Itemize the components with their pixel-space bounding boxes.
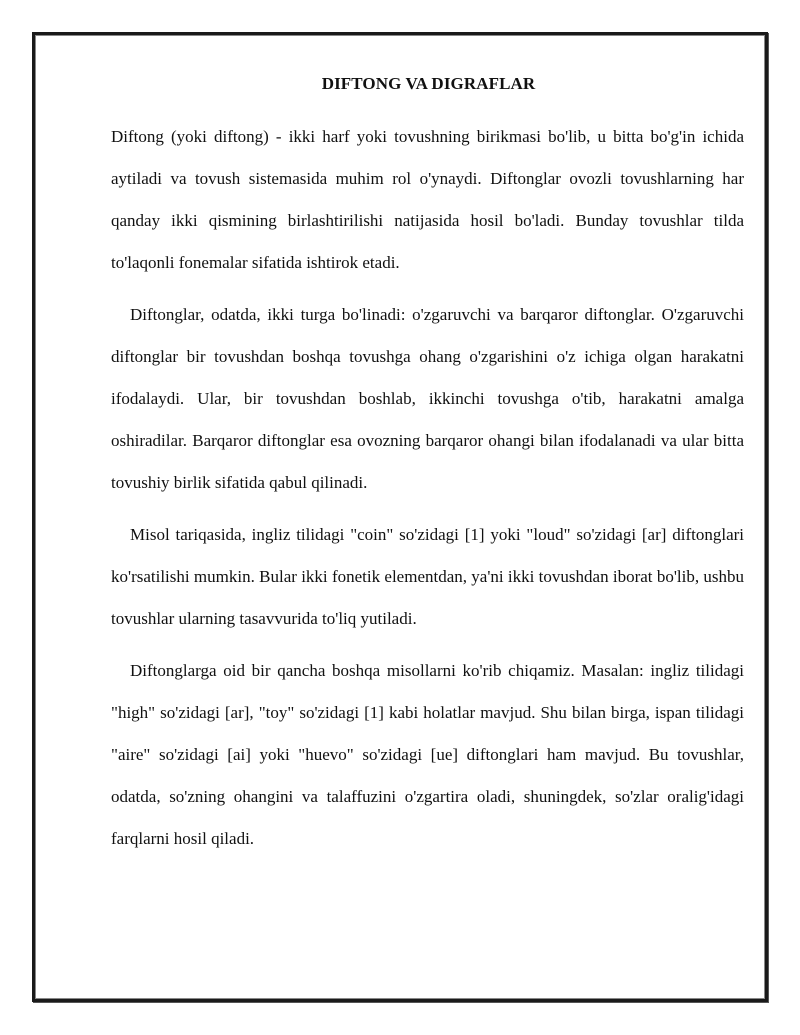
paragraph-1: Diftong (yoki diftong) - ikki harf yoki tovushning birikmasi bo'lib, u bitta bo'g'in ichida aytiladi va tovush sistemasida muhim rol o'ynaydi. Diftonglar ovozli tovushlarning har qanday ikki qismining birlashtirilishi natijasida hosil bo'ladi. Bunday tovushlar tilda to'laqonli fonemalar sifatida ishtirok etadi. (111, 127, 744, 272)
paragraph-2: Diftonglar, odatda, ikki turga bo'linadi: o'zgaruvchi va barqaror diftonglar. O'zgaruvchi diftonglar bir tovushdan boshqa tovushga ohang o'zgarishini o'z ichiga olgan harakatni ifodalaydi. Ular, bir tovushdan boshlab, ikkinchi tovushga o'tib, harakatni amalga oshiradilar. Barqaror diftonglar esa ovozning barqaror ohangi bilan ifodalanadi va ular bitta tovushiy birlik sifatida qabul qilinadi. (111, 305, 744, 492)
paragraph-4: Diftonglarga oid bir qancha boshqa misollarni ko'rib chiqamiz. Masalan: ingliz tilidagi "high" so'zidagi [ar], "toy" so'zidagi [1] kabi holatlar mavjud. Shu bilan birga, ispan tilidagi "aire" so'zidagi [ai] yoki "huevo" so'zidagi [ue] diftonglari ham mavjud. Bu tovushlar, odatda, so'zning ohangini va talaffuzini o'zgartira oladi, shuningdek, so'zlar oralig'idagi farqlarni hosil qiladi. (111, 661, 744, 848)
document-body (111, 72, 744, 870)
paragraph-3: Misol tariqasida, ingliz tilidagi "coin" so'zidagi [1] yoki "loud" so'zidagi [ar] diftonglari ko'rsatilishi mumkin. Bular ikki fonetik elementdan, ya'ni ikki tovushdan iborat bo'lib, ushbu tovushlar ularning tasavvurida to'liq yutiladi. (111, 525, 744, 628)
document-title: DIFTONG VA DIGRAFLAR (321, 74, 536, 93)
